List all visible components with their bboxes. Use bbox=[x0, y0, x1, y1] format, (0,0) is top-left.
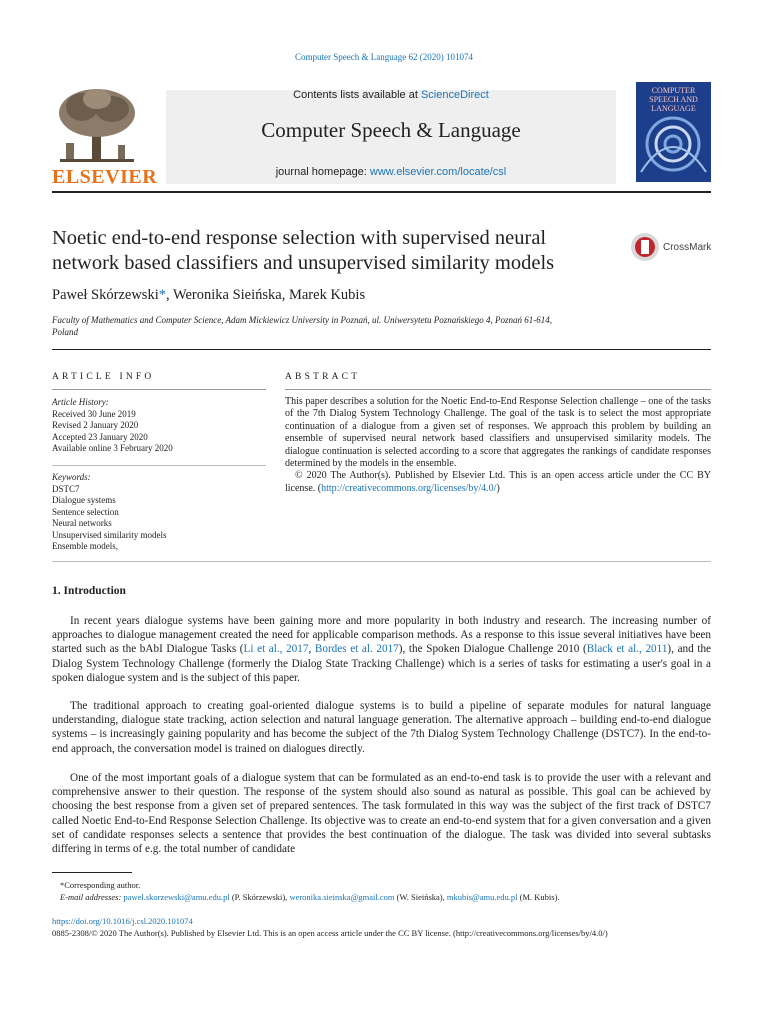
contents-prefix: Contents lists available at bbox=[293, 89, 421, 101]
intro-paragraph-1 bbox=[52, 614, 711, 685]
license-link[interactable]: http://creativecommons.org/licenses/by/4.0/ bbox=[321, 482, 497, 494]
footnote-corresponding: *Corresponding author. bbox=[60, 880, 141, 890]
corresponding-author-mark[interactable]: * bbox=[158, 287, 166, 303]
history-online: Available online 3 February 2020 bbox=[52, 443, 173, 453]
crossmark-icon bbox=[630, 232, 660, 262]
abstract-copyright bbox=[285, 470, 711, 495]
contents-line bbox=[166, 89, 616, 101]
other-authors: , Weronika Sieińska, Marek Kubis bbox=[165, 287, 366, 303]
keywords bbox=[52, 472, 266, 553]
keywords-rule bbox=[52, 465, 266, 466]
keyword-item: Dialogue systems bbox=[52, 495, 116, 505]
keywords-label: Keywords: bbox=[52, 472, 91, 482]
abstract-text: This paper describes a solution for the Noetic End-to-End Response Selection challenge – one of the tasks of the 7th Dialog System Technology Challenge. The goal of the task is to select the most appropriate continuation of a dialogue from a given set of responses. We approach this problem by building an ensemble of supervised neural network based classifiers and unsupervised similarity models. The dialogue continuation is selected according to a score that aggregates the rankings of candidate responses determined by the models in the ensemble. bbox=[285, 396, 711, 470]
citation-bordes-2017[interactable]: Bordes et al. 2017 bbox=[314, 643, 399, 656]
keyword-item: Ensemble models, bbox=[52, 541, 118, 551]
intro-paragraph-3: One of the most important goals of a dialogue system that can be formulated as an end-to-end task is to provide the user with a relevant and comprehensive answer to their question. The response of the system should also sound as natural as possible. This goal can be achieved by choosing the best response from a given set of prepared sentences. The task formulated in this way was the subject of the first track of DSTC7 called Noetic End-to-End Response Selection Challenge. Its objective was to create an end-to-end system that for a given conversation and a given set of candidate responses selects a sentence that provides the best continuation of the dialogue. The task was divided into several subtasks differing in terms of e.g. the total number of candidate bbox=[52, 772, 711, 856]
history-label: Article History: bbox=[52, 397, 109, 407]
elsevier-wordmark: ELSEVIER bbox=[52, 166, 158, 188]
sciencedirect-link[interactable]: ScienceDirect bbox=[420, 89, 489, 101]
abstract-heading: ABSTRACT bbox=[285, 372, 361, 382]
keyword-item: Sentence selection bbox=[52, 506, 119, 517]
article-history bbox=[52, 397, 266, 455]
intro-text: ), the Spoken Dialogue Challenge 2010 ( bbox=[398, 643, 587, 656]
keyword-item: Neural networks bbox=[52, 518, 112, 528]
abstract-rule bbox=[285, 389, 711, 390]
doi-link[interactable]: https://doi.org/10.1016/j.csl.2020.101074 bbox=[52, 916, 193, 926]
article-title-line-1: Noetic end-to-end response selection with supervised neural bbox=[52, 227, 547, 249]
keyword-item: DSTC7 bbox=[52, 483, 80, 494]
journal-homepage bbox=[166, 166, 616, 178]
affiliation bbox=[52, 314, 672, 338]
affiliation-rule bbox=[52, 349, 711, 350]
email-owner: (W. Sieińska), bbox=[394, 892, 447, 902]
elsevier-tree-icon bbox=[52, 85, 142, 165]
copyright-suffix: ) bbox=[496, 482, 500, 494]
affiliation-line-2: Poland bbox=[52, 327, 78, 337]
license-footer: 0885-2308/© 2020 The Author(s). Published by Elsevier Ltd. This is an open access article under the CC BY license. (http://creativecommons.org/licenses/by/4.0/) bbox=[52, 928, 608, 938]
homepage-link[interactable]: www.elsevier.com/locate/csl bbox=[369, 166, 507, 178]
cover-title: COMPUTER SPEECH AND LANGUAGE bbox=[649, 86, 698, 113]
author-skorzewski[interactable]: Paweł Skórzewski bbox=[52, 287, 159, 303]
email-owner: (M. Kubis). bbox=[517, 892, 560, 902]
copyright-prefix: © 2020 The Author(s). Published by Elsevier Ltd. This is an open access article under the CC BY license. ( bbox=[285, 470, 711, 494]
article-info-heading: ARTICLE INFO bbox=[52, 372, 155, 382]
journal-cover-image bbox=[636, 82, 711, 182]
crossmark-label: CrossMark bbox=[663, 241, 712, 253]
intro-paragraph-2: The traditional approach to creating goal-oriented dialogue systems is to build a pipeline of separate modules for natural language understanding, dialogue state tracking, action selection and natural language generation. The alternative approach – building end-to-end dialogue systems – is increasingly gaining popularity and has become the subject of the 7th Dialog System Technology Challenge (DSTC7). In the end-to-end approach, the conversation model is trained on dialogues directly. bbox=[52, 700, 711, 755]
journal-title: Computer Speech & Language bbox=[261, 118, 521, 142]
article-title-line-2: network based classifiers and unsupervised similarity models bbox=[52, 252, 555, 274]
history-received: Received 30 June 2019 bbox=[52, 408, 136, 419]
citation-black-2011[interactable]: Black et al., 2011 bbox=[586, 643, 668, 656]
article-title bbox=[52, 226, 612, 276]
article-info-rule bbox=[52, 389, 266, 390]
homepage-prefix: journal homepage: bbox=[275, 166, 370, 178]
intro-text: , bbox=[308, 643, 315, 656]
crossmark-badge[interactable] bbox=[630, 232, 711, 262]
intro-text: In recent years dialogue systems have been gaining more and more popularity in both industry and research. The increasing number of approaches to dialogue management created the need for applicable comparison methods. As a response to this issue several initiatives have been started such as the bAbI Dialogue Tasks ( bbox=[52, 615, 711, 656]
cover-pattern-icon bbox=[636, 82, 711, 182]
email-link-sieinska[interactable]: weronika.sieinska@gmail.com bbox=[289, 892, 395, 902]
email-link-kubis[interactable]: mkubis@amu.edu.pl bbox=[446, 892, 518, 902]
citation-li-2017[interactable]: Li et al., 2017 bbox=[243, 643, 309, 656]
section-heading-introduction: 1. Introduction bbox=[52, 585, 126, 597]
history-revised: Revised 2 January 2020 bbox=[52, 420, 139, 430]
email-label: E-mail addresses: bbox=[60, 892, 124, 902]
abstract-body bbox=[285, 396, 711, 495]
author-list bbox=[52, 287, 365, 304]
abstract-bottom-rule bbox=[52, 561, 711, 562]
keyword-item: Unsupervised similarity models bbox=[52, 529, 167, 540]
footnote-emails bbox=[60, 892, 560, 903]
intro-text: ), and the Dialog System Technology Challenge (formerly the Dialog State Tracking Challenge) which is a series of tasks for estimating a user's goal in a spoken dialogue system and is the subject of this paper. bbox=[52, 643, 712, 684]
affiliation-line-1: Faculty of Mathematics and Computer Science, Adam Mickiewicz University in Poznań, ul. Uniwersytetu Poznańskiego 4, Poznań 61-614, bbox=[52, 315, 552, 325]
journal-reference[interactable]: Computer Speech & Language 62 (2020) 101074 bbox=[295, 52, 473, 62]
footnote-rule bbox=[52, 872, 132, 873]
history-accepted: Accepted 23 January 2020 bbox=[52, 431, 148, 442]
email-owner: (P. Skórzewski), bbox=[229, 892, 290, 902]
email-link-skorzewski[interactable]: pawel.skorzewski@amu.edu.pl bbox=[123, 892, 230, 902]
header-rule bbox=[52, 191, 711, 193]
elsevier-logo bbox=[52, 85, 158, 188]
